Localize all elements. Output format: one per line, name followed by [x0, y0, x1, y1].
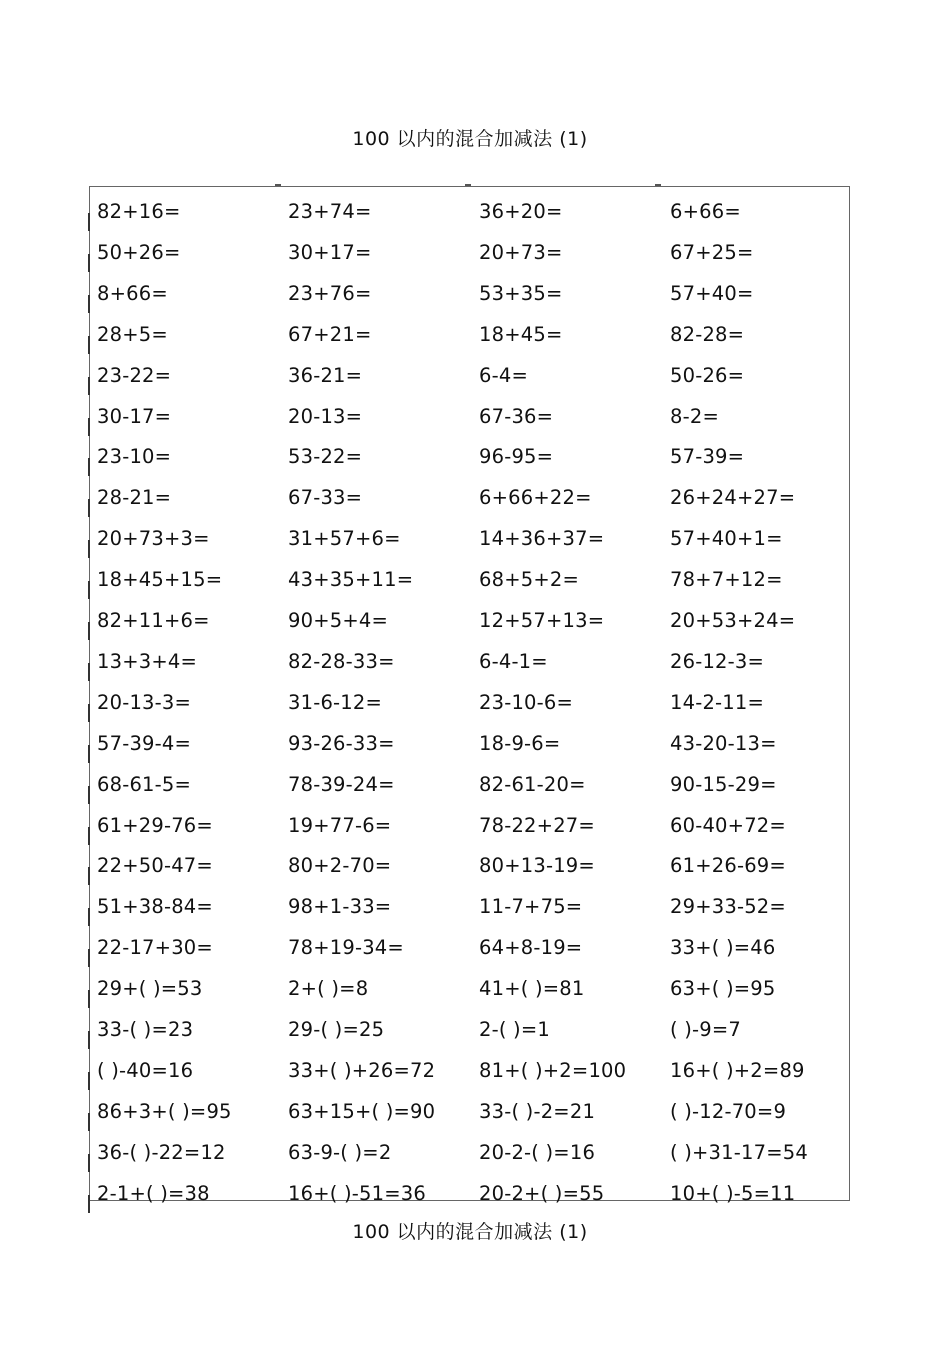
- border-mark: [88, 867, 90, 885]
- math-problem: 33-( )=23: [97, 1018, 194, 1041]
- math-problem: 28-21=: [97, 486, 172, 510]
- math-problem: 43-20-13=: [670, 731, 777, 755]
- problem-row: [90, 682, 849, 723]
- math-problem: 30-17=: [97, 404, 172, 428]
- border-mark: [88, 254, 90, 272]
- math-problem: 23+74=: [288, 200, 372, 223]
- math-problem: 22-17+30=: [97, 936, 213, 960]
- math-problem: 2+( )=8: [288, 977, 369, 1001]
- math-problem: 60-40+72=: [670, 813, 786, 837]
- math-problem: 81+( )+2=100: [479, 1058, 627, 1082]
- border-mark: [88, 622, 90, 640]
- math-problem: 20-13=: [288, 404, 363, 428]
- column-tick-mark: [655, 184, 661, 190]
- problem-row: [90, 273, 849, 314]
- math-problem: ( )+31-17=54: [670, 1140, 808, 1164]
- problem-row: [90, 191, 849, 232]
- border-mark: [88, 377, 90, 395]
- math-problem: 36+20=: [479, 200, 563, 223]
- math-problem: 80+2-70=: [288, 854, 392, 878]
- border-mark: [88, 1072, 90, 1090]
- math-problem: 18-9-6=: [479, 731, 561, 755]
- math-problem: 68+5+2=: [479, 568, 580, 592]
- math-problem: 29+( )=53: [97, 977, 203, 1001]
- math-problem: 6-4-1=: [479, 649, 548, 673]
- math-problem: 57-39-4=: [97, 731, 192, 755]
- math-problem: 82+16=: [97, 200, 181, 223]
- math-problem: 31+57+6=: [288, 527, 401, 551]
- math-problem: 78-39-24=: [288, 772, 395, 796]
- math-problem: 6-4=: [479, 363, 528, 387]
- border-mark: [88, 581, 90, 599]
- problem-row: [90, 436, 849, 477]
- math-problem: 78+7+12=: [670, 568, 783, 592]
- border-mark: [88, 949, 90, 967]
- border-mark: [88, 213, 90, 231]
- math-problem: 33+( )+26=72: [288, 1058, 436, 1082]
- math-problem: 18+45+15=: [97, 568, 223, 592]
- math-problem: 64+8-19=: [479, 936, 583, 960]
- math-problem: 50+26=: [97, 240, 181, 264]
- border-mark: [88, 418, 90, 436]
- math-problem: 28+5=: [97, 322, 168, 346]
- math-problem: 6+66+22=: [479, 486, 592, 510]
- math-problem: 22+50-47=: [97, 854, 213, 878]
- problem-row: [90, 1009, 849, 1050]
- problem-row: [90, 518, 849, 559]
- border-mark: [88, 704, 90, 722]
- problem-row: [90, 1132, 849, 1173]
- math-problem: 82-61-20=: [479, 772, 586, 796]
- math-problem: 26-12-3=: [670, 649, 765, 673]
- math-problem: 16+( )-51=36: [288, 1181, 426, 1205]
- math-problem: 80+13-19=: [479, 854, 595, 878]
- border-mark: [88, 745, 90, 763]
- page-footer-title: 100 以内的混合加减法 (1): [352, 1221, 588, 1243]
- border-mark: [88, 908, 90, 926]
- math-problem: 86+3+( )=95: [97, 1099, 232, 1123]
- math-problem: 41+( )=81: [479, 977, 585, 1001]
- math-problem: ( )-12-70=9: [670, 1099, 787, 1123]
- problem-row: [90, 805, 849, 846]
- border-mark: [88, 295, 90, 313]
- problem-row: [90, 600, 849, 641]
- math-problem: 53-22=: [288, 445, 363, 469]
- math-problem: 2-( )=1: [479, 1018, 551, 1041]
- math-problem: 78+19-34=: [288, 936, 404, 960]
- problem-row: [90, 1091, 849, 1132]
- problem-row: [90, 927, 849, 968]
- math-problem: 33+( )=46: [670, 936, 776, 960]
- math-problem: 20-13-3=: [97, 690, 192, 714]
- math-problem: 67-36=: [479, 404, 554, 428]
- math-problem: 57-39=: [670, 445, 745, 469]
- math-problem: 20+73+3=: [97, 527, 210, 551]
- math-problem: 10+( )-5=11: [670, 1181, 796, 1205]
- math-problem: 51+38-84=: [97, 895, 213, 919]
- problem-row: [90, 355, 849, 396]
- math-problem: 8+66=: [97, 281, 168, 305]
- math-problem: 90+5+4=: [288, 609, 389, 632]
- problem-row: [90, 764, 849, 805]
- problem-row: [90, 845, 849, 886]
- problem-row: [90, 314, 849, 355]
- border-mark: [88, 1195, 90, 1213]
- math-problem: 82-28-33=: [288, 649, 395, 673]
- math-problem: 23-10-6=: [479, 690, 574, 714]
- math-problem: 29+33-52=: [670, 895, 786, 919]
- math-problem: 96-95=: [479, 445, 554, 469]
- math-problem: 98+1-33=: [288, 895, 392, 919]
- math-problem: 36-( )-22=12: [97, 1140, 226, 1164]
- math-problem: 6+66=: [670, 200, 741, 223]
- math-problem: 67+25=: [670, 240, 754, 264]
- problem-row: [90, 559, 849, 600]
- math-problem: 63+( )=95: [670, 977, 776, 1001]
- math-problem: 2-1+( )=38: [97, 1181, 210, 1205]
- border-mark: [88, 1154, 90, 1172]
- math-problem: 50-26=: [670, 363, 745, 387]
- border-mark: [88, 786, 90, 804]
- math-problem: 23+76=: [288, 281, 372, 305]
- math-problem: 18+45=: [479, 322, 563, 346]
- math-problem: 67+21=: [288, 322, 372, 346]
- math-problem: 82+11+6=: [97, 609, 210, 632]
- math-problem: 61+26-69=: [670, 854, 786, 878]
- column-tick-mark: [275, 184, 281, 190]
- math-problem: 36-21=: [288, 363, 363, 387]
- problem-row: [90, 968, 849, 1009]
- math-problem: 63-9-( )=2: [288, 1140, 392, 1164]
- math-problem: 31-6-12=: [288, 690, 383, 714]
- math-problem: 30+17=: [288, 240, 372, 264]
- problem-row: [90, 723, 849, 764]
- math-problem: 82-28=: [670, 322, 745, 346]
- math-problem: 16+( )+2=89: [670, 1058, 805, 1082]
- problem-row: [90, 1173, 849, 1214]
- border-mark: [88, 336, 90, 354]
- math-problem: 33-( )-2=21: [479, 1099, 596, 1123]
- math-problem: 20+73=: [479, 240, 563, 264]
- math-problem: 78-22+27=: [479, 813, 595, 837]
- math-problem: 90-15-29=: [670, 772, 777, 796]
- math-problem: 53+35=: [479, 281, 563, 305]
- math-problem: 8-2=: [670, 404, 719, 428]
- math-problem: 20+53+24=: [670, 609, 796, 632]
- math-problem: 11-7+75=: [479, 895, 583, 919]
- math-problem: 14+36+37=: [479, 527, 605, 551]
- math-problem: 19+77-6=: [288, 813, 392, 837]
- border-mark: [88, 1113, 90, 1131]
- math-problem: 13+3+4=: [97, 649, 198, 673]
- problem-row: [90, 641, 849, 682]
- math-problem: 68-61-5=: [97, 772, 192, 796]
- math-problem: 26+24+27=: [670, 486, 796, 510]
- worksheet-table: [89, 186, 850, 1205]
- math-problem: 20-2-( )=16: [479, 1140, 596, 1164]
- border-mark: [88, 1031, 90, 1049]
- math-problem: 29-( )=25: [288, 1018, 385, 1041]
- math-problem: 12+57+13=: [479, 609, 605, 632]
- math-problem: 20-2+( )=55: [479, 1181, 605, 1205]
- math-problem: 14-2-11=: [670, 690, 765, 714]
- border-mark: [88, 663, 90, 681]
- border-mark: [88, 458, 90, 476]
- math-problem: 57+40=: [670, 281, 754, 305]
- math-problem: ( )-40=16: [97, 1058, 194, 1082]
- problem-row: [90, 886, 849, 927]
- problem-row: [90, 477, 849, 518]
- math-problem: 67-33=: [288, 486, 363, 510]
- border-mark: [88, 540, 90, 558]
- border-mark: [88, 499, 90, 517]
- column-tick-mark: [465, 184, 471, 190]
- math-problem: 23-10=: [97, 445, 172, 469]
- problem-row: [90, 396, 849, 437]
- math-problem: ( )-9=7: [670, 1018, 742, 1041]
- math-problem: 57+40+1=: [670, 527, 783, 551]
- problem-row: [90, 232, 849, 273]
- border-mark: [88, 827, 90, 845]
- math-problem: 23-22=: [97, 363, 172, 387]
- border-mark: [88, 990, 90, 1008]
- math-problem: 43+35+11=: [288, 568, 414, 592]
- math-problem: 93-26-33=: [288, 731, 395, 755]
- problem-row: [90, 1050, 849, 1091]
- math-problem: 63+15+( )=90: [288, 1099, 436, 1123]
- math-problem: 61+29-76=: [97, 813, 213, 837]
- page-title: 100 以内的混合加减法 (1): [352, 128, 588, 150]
